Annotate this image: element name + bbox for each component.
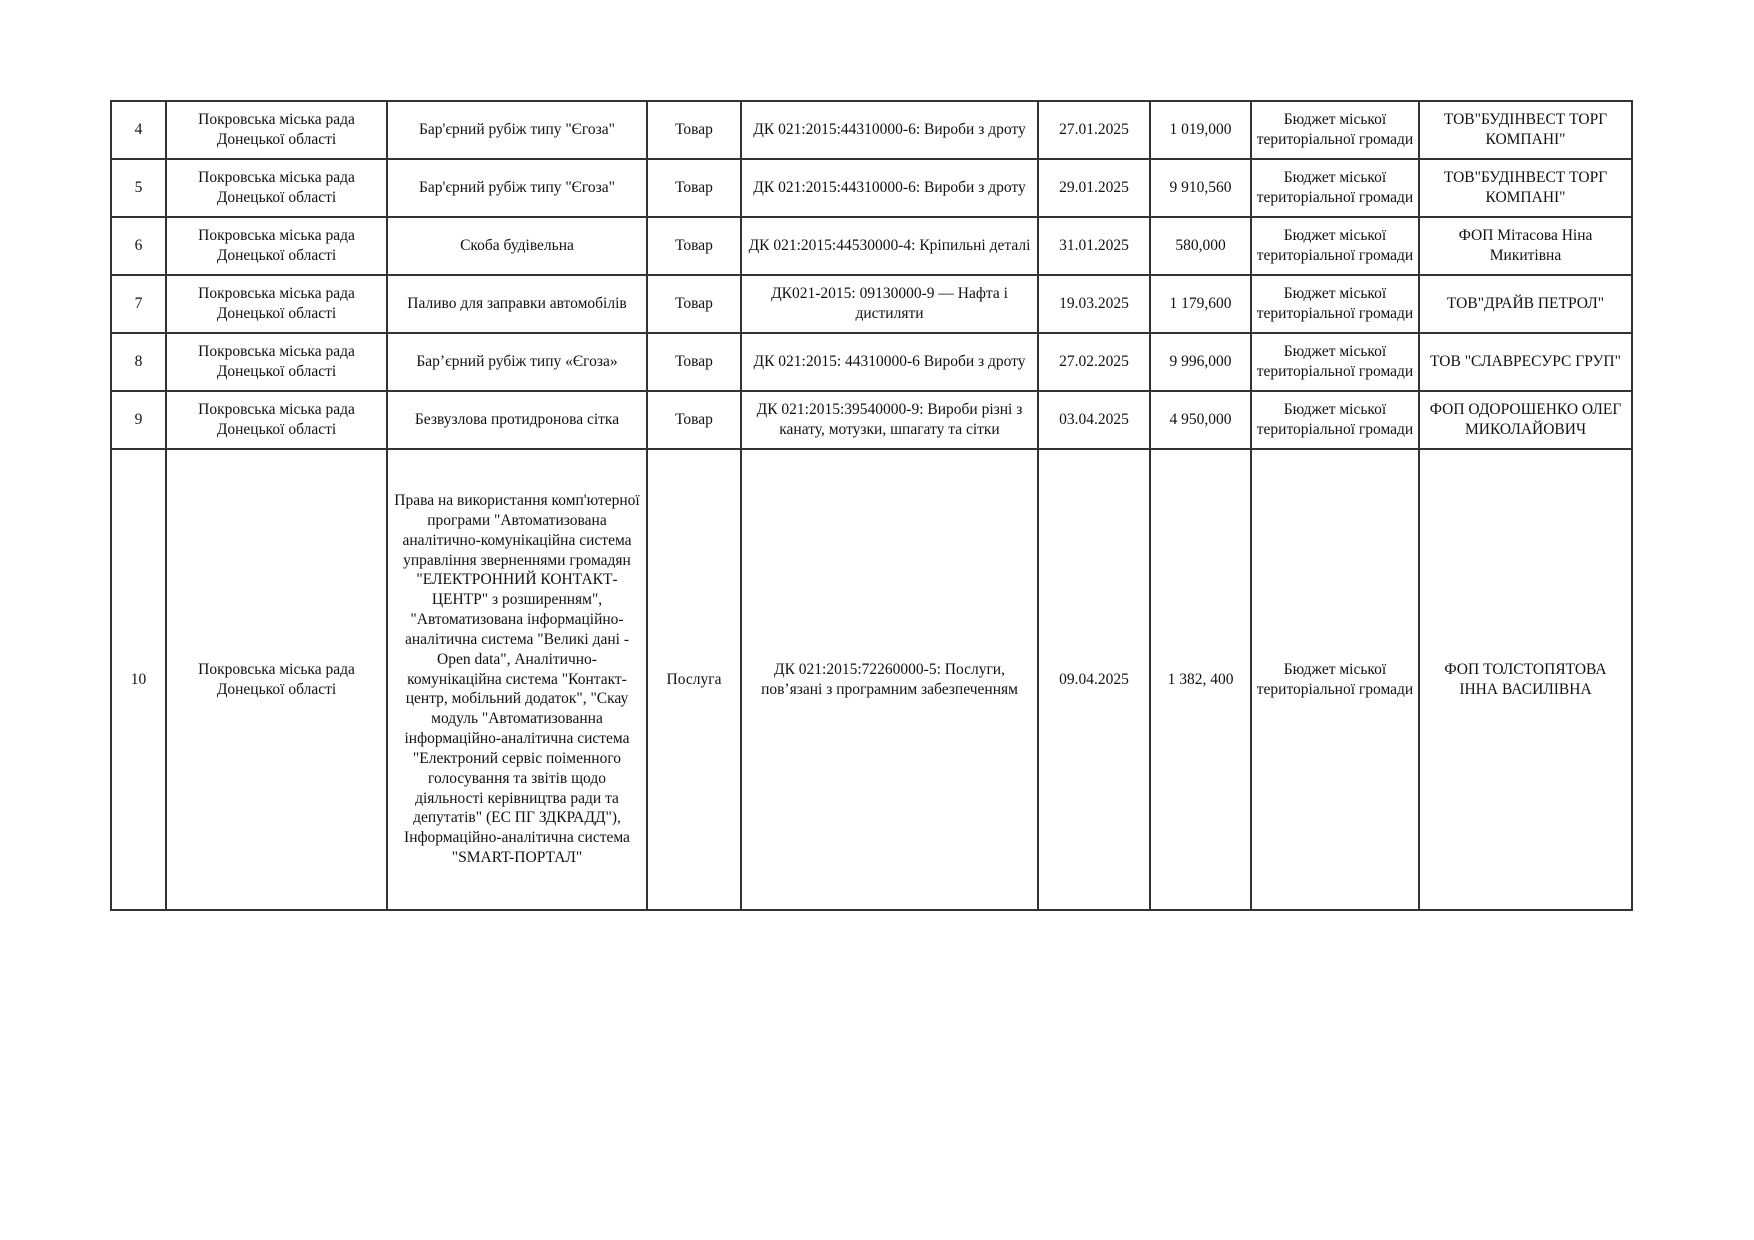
table-row [111,449,1632,910]
cell-amount: 9 910,560 [1150,159,1251,217]
cell-type: Товар [647,159,741,217]
cell-amount: 4 950,000 [1150,391,1251,449]
cell-number: 5 [111,159,166,217]
cell-supplier: ФОП Мітасова Ніна Микитівна [1419,217,1632,275]
cell-supplier: ТОВ"БУДІНВЕСТ ТОРГ КОМПАНІ" [1419,101,1632,159]
cell-date: 27.02.2025 [1038,333,1150,391]
cell-item: Бар'єрний рубіж типу "Єгоза" [387,101,647,159]
cell-dk: ДК 021:2015:44530000-4: Кріпильні деталі [741,217,1038,275]
cell-item: Паливо для заправки автомобілів [387,275,647,333]
cell-dk: ДК 021:2015:44310000-6: Вироби з дроту [741,101,1038,159]
cell-date: 19.03.2025 [1038,275,1150,333]
procurement-table [110,100,1633,911]
cell-budget: Бюджет міської територіальної громади [1251,159,1419,217]
cell-amount: 1 019,000 [1150,101,1251,159]
cell-number: 8 [111,333,166,391]
table-row [111,391,1632,449]
cell-date: 31.01.2025 [1038,217,1150,275]
cell-budget: Бюджет міської територіальної громади [1251,217,1419,275]
cell-dk: ДК 021:2015:44310000-6: Вироби з дроту [741,159,1038,217]
cell-date: 03.04.2025 [1038,391,1150,449]
cell-supplier: ФОП ОДОРОШЕНКО ОЛЕГ МИКОЛАЙОВИЧ [1419,391,1632,449]
cell-dk: ДК021-2015: 09130000-9 — Нафта і дистиляти [741,275,1038,333]
table-body [111,101,1632,910]
cell-item: Безвузлова протидронова сітка [387,391,647,449]
cell-number: 6 [111,217,166,275]
table-row [111,159,1632,217]
cell-dk: ДК 021:2015:72260000-5: Послуги, пов’язані з програмним забезпеченням [741,449,1038,910]
cell-type: Товар [647,275,741,333]
cell-date: 27.01.2025 [1038,101,1150,159]
cell-supplier: ФОП ТОЛСТОПЯТОВА ІННА ВАСИЛІВНА [1419,449,1632,910]
cell-organization: Покровська міська рада Донецької області [166,333,387,391]
cell-dk: ДК 021:2015:39540000-9: Вироби різні з канату, мотузки, шпагату та сітки [741,391,1038,449]
cell-organization: Покровська міська рада Донецької області [166,275,387,333]
cell-item: Скоба будівельна [387,217,647,275]
cell-amount: 9 996,000 [1150,333,1251,391]
cell-number: 7 [111,275,166,333]
cell-number: 9 [111,391,166,449]
cell-type: Товар [647,391,741,449]
cell-item: Бар'єрний рубіж типу "Єгоза" [387,159,647,217]
cell-amount: 1 179,600 [1150,275,1251,333]
cell-supplier: ТОВ"ДРАЙВ ПЕТРОЛ" [1419,275,1632,333]
table-row [111,275,1632,333]
cell-type: Товар [647,217,741,275]
cell-dk: ДК 021:2015: 44310000-6 Вироби з дроту [741,333,1038,391]
cell-amount: 1 382, 400 [1150,449,1251,910]
table-row [111,217,1632,275]
cell-item: Права на використання комп'ютерної програми "Автоматизована аналітично-комунікаційна система управління зверненнями громадян "ЕЛЕКТРОННИЙ КОНТАКТ-ЦЕНТР" з розширенням", "Автоматизована інформаційно-аналітична система "Великі дані - Open data", Аналітично-комунікаційна система "Контакт-центр, мобільний додаток", "Скау модуль "Автоматизованна інформаційно-аналітична система "Електроний сервіс поіменного голосування та звітів щодо діяльності керівництва ради та депутатів" (ЕС ПГ ЗДКРАДД"), Інформаційно-аналітична система "SMART-ПОРТАЛ" [387,449,647,910]
cell-number: 4 [111,101,166,159]
cell-supplier: ТОВ "СЛАВРЕСУРС ГРУП" [1419,333,1632,391]
cell-amount: 580,000 [1150,217,1251,275]
cell-budget: Бюджет міської територіальної громади [1251,391,1419,449]
cell-number: 10 [111,449,166,910]
cell-organization: Покровська міська рада Донецької області [166,159,387,217]
cell-budget: Бюджет міської територіальної громади [1251,101,1419,159]
cell-item: Бар’єрний рубіж типу «Єгоза» [387,333,647,391]
cell-organization: Покровська міська рада Донецької області [166,217,387,275]
cell-date: 29.01.2025 [1038,159,1150,217]
cell-budget: Бюджет міської територіальної громади [1251,275,1419,333]
cell-type: Товар [647,333,741,391]
cell-budget: Бюджет міської територіальної громади [1251,449,1419,910]
cell-organization: Покровська міська рада Донецької області [166,391,387,449]
cell-budget: Бюджет міської територіальної громади [1251,333,1419,391]
cell-organization: Покровська міська рада Донецької області [166,449,387,910]
table-row [111,101,1632,159]
cell-date: 09.04.2025 [1038,449,1150,910]
cell-type: Товар [647,101,741,159]
cell-organization: Покровська міська рада Донецької області [166,101,387,159]
cell-supplier: ТОВ"БУДІНВЕСТ ТОРГ КОМПАНІ" [1419,159,1632,217]
cell-type: Послуга [647,449,741,910]
table-row [111,333,1632,391]
